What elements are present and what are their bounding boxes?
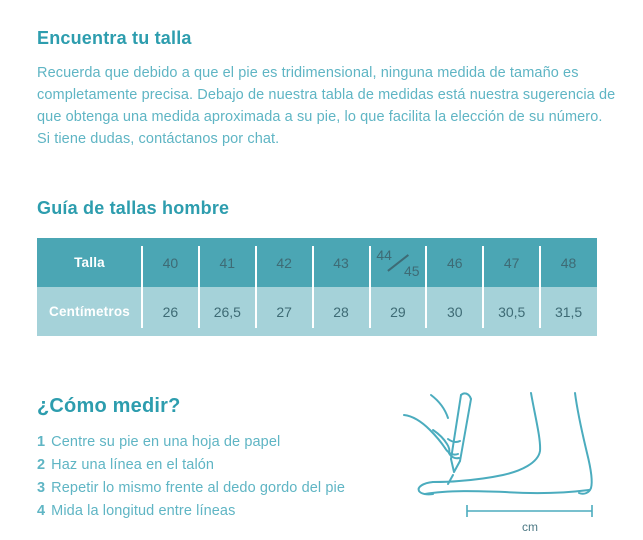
cm-cell: 31,5 (554, 303, 583, 320)
step-text: Haz una línea en el talón (51, 456, 215, 473)
measure-line (467, 505, 592, 517)
intro-line: completamente precisa. Debajo de nuestra tabla de medidas está nuestra sugerencia de (37, 87, 616, 103)
step-number: 2 (37, 456, 46, 473)
size-cell: 46 (426, 238, 483, 287)
cm-cell: 28 (313, 287, 370, 336)
size-row (37, 238, 597, 287)
cm-cell: 26,5 (199, 287, 256, 336)
cm-cell: 29 (370, 287, 427, 336)
intro-paragraph (37, 62, 622, 150)
foot-pencil-drawing-icon (403, 391, 603, 539)
how-to-measure-title: ¿Cómo medir? (37, 395, 181, 417)
measure-steps-list (37, 430, 345, 522)
cm-label: cm (522, 520, 538, 534)
intro-line: que obtenga una medida aproximada a su pie, lo que facilita la elección de su número. (37, 109, 603, 125)
size-table (37, 238, 597, 336)
size-cell: 48 (560, 254, 577, 271)
size-row-label: Talla (37, 238, 142, 287)
step-text: Centre su pie en una hoja de papel (51, 433, 281, 450)
cm-row-label: Centímetros (37, 287, 142, 336)
size-cell-44-45 (370, 238, 427, 287)
size-cell: 47 (483, 238, 540, 287)
intro-line: Recuerda que debido a que el pie es tridimensional, ninguna medida de tamaño es (37, 65, 579, 81)
size-44: 44 (376, 246, 392, 263)
step-number: 1 (37, 433, 46, 450)
foot-measurement-illustration (403, 391, 603, 539)
cm-row (37, 287, 597, 336)
size-cell: 43 (313, 238, 370, 287)
size-cell: 42 (256, 238, 313, 287)
cm-cell: 30 (426, 287, 483, 336)
step-number: 4 (37, 502, 46, 519)
cm-cell: 26 (142, 287, 199, 336)
find-size-title: Encuentra tu talla (37, 28, 192, 48)
step-text: Mida la longitud entre líneas (51, 502, 236, 519)
step-number: 3 (37, 479, 46, 496)
cm-cell: 27 (256, 287, 313, 336)
measure-step (37, 430, 345, 453)
cm-cell: 30,5 (483, 287, 540, 336)
step-text: Repetir lo mismo frente al dedo gordo del pie (51, 479, 346, 496)
size-cell: 41 (199, 238, 256, 287)
measure-step (37, 476, 345, 499)
measure-step (37, 453, 345, 476)
mens-size-guide-title: Guía de tallas hombre (37, 198, 230, 218)
size-cell: 40 (142, 238, 199, 287)
size-45: 45 (403, 262, 420, 279)
intro-line: Si tiene dudas, contáctanos por chat. (37, 131, 280, 147)
measure-step (37, 499, 345, 522)
